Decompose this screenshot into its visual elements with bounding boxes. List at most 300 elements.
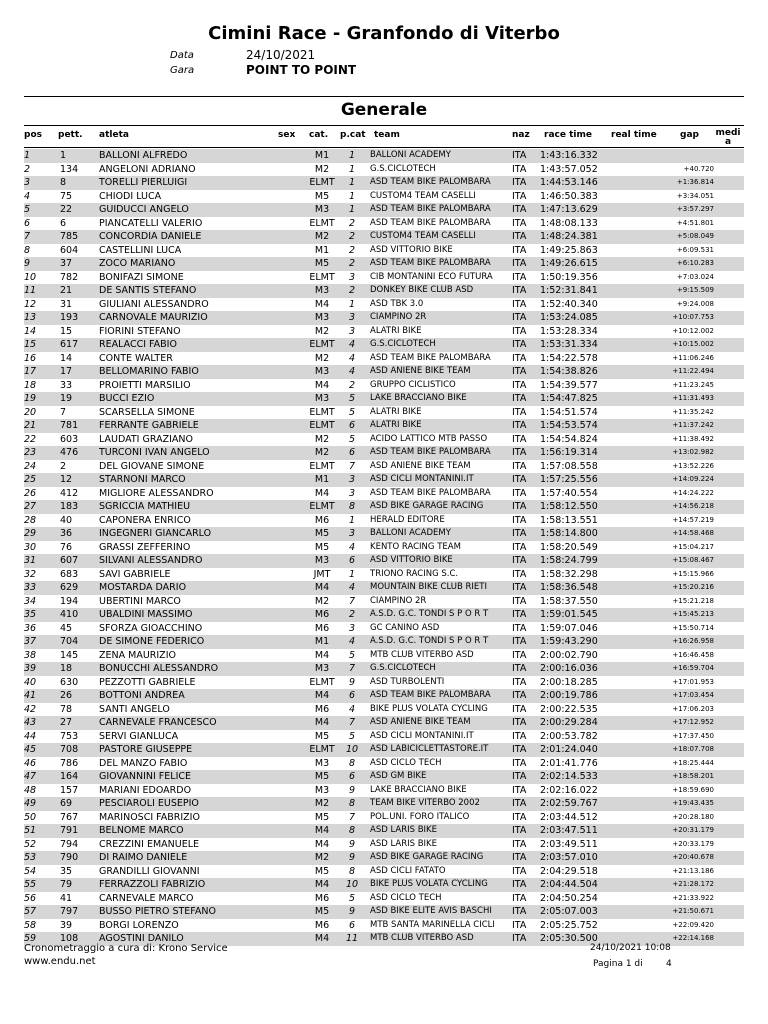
row-nation: ITA <box>512 892 527 904</box>
row-nation: ITA <box>512 366 527 377</box>
row-race-time: 2:01:24.040 <box>540 744 598 755</box>
row-gap: +20:33.179 <box>672 839 714 848</box>
row-nation: ITA <box>512 609 527 620</box>
col-race-time: race time <box>544 130 592 140</box>
table-row <box>24 352 744 366</box>
row-team: DONKEY BIKE CLUB ASD <box>370 285 474 295</box>
table-row <box>24 392 744 406</box>
row-nation: ITA <box>512 271 527 283</box>
row-race-time: 1:58:12.550 <box>540 501 598 512</box>
row-athlete: INGEGNERI GIANCARLO <box>99 528 212 539</box>
row-race-time: 2:05:30.500 <box>540 933 598 944</box>
row-nation: ITA <box>512 636 527 647</box>
row-team: GC CANINO ASD <box>370 622 440 633</box>
row-team: ASD LABICICLETTASTORE.IT <box>370 744 489 754</box>
row-category: M3 <box>314 366 330 377</box>
row-gap: +21:50.671 <box>672 907 714 915</box>
row-gap: +13:52.226 <box>672 461 714 470</box>
row-race-time: 1:58:32.298 <box>540 568 598 580</box>
row-category: JMT <box>313 568 331 580</box>
row-pos: 33 <box>24 582 37 593</box>
row-athlete: SANTI ANGELO <box>99 703 170 715</box>
row-gap: +17:03.454 <box>672 691 714 699</box>
row-athlete: REALACCI FABIO <box>99 339 177 350</box>
row-category-position: 6 <box>348 555 356 566</box>
row-bib: 18 <box>60 663 73 674</box>
row-category-position: 4 <box>348 636 356 647</box>
row-bib: 134 <box>60 163 79 175</box>
row-bib: 78 <box>60 703 73 715</box>
row-gap: +15:20.216 <box>672 583 714 591</box>
row-nation: ITA <box>512 744 527 755</box>
row-race-time: 2:02:16.022 <box>540 784 598 796</box>
table-row <box>24 797 744 811</box>
row-team: ASD TEAM BIKE PALOMBARA <box>370 487 491 498</box>
row-team: G.S.CICLOTECH <box>370 663 436 673</box>
row-race-time: 1:53:24.085 <box>540 312 598 323</box>
row-gap: +9:15.509 <box>676 286 714 294</box>
row-team: ASD ANIENE BIKE TEAM <box>370 366 471 376</box>
divider <box>24 147 744 148</box>
row-bib: 193 <box>60 312 79 323</box>
row-category-position: 3 <box>348 271 356 283</box>
row-pos: 43 <box>24 717 37 728</box>
row-category: M5 <box>314 811 330 823</box>
table-row <box>24 595 744 609</box>
row-athlete: DI RAIMO DANIELE <box>99 852 188 863</box>
row-category: M6 <box>314 622 330 634</box>
table-row <box>24 230 744 244</box>
table-row <box>24 676 744 690</box>
row-category-position: 4 <box>348 582 356 593</box>
row-team: ALATRI BIKE <box>370 325 422 336</box>
row-category-position: 6 <box>348 771 356 782</box>
row-athlete: CREZZINI EMANUELE <box>99 838 200 850</box>
row-team: ASD TEAM BIKE PALOMBARA <box>370 447 491 457</box>
row-category: M2 <box>314 352 330 364</box>
row-pos: 47 <box>24 771 37 782</box>
row-pos: 58 <box>24 919 37 931</box>
row-race-time: 1:57:40.554 <box>540 487 598 499</box>
row-gap: +17:01.953 <box>672 677 714 686</box>
divider <box>24 125 744 126</box>
row-pos: 36 <box>24 622 37 634</box>
row-category-position: 9 <box>348 838 356 850</box>
row-athlete: BOTTONI ANDREA <box>99 690 185 701</box>
row-team: A.S.D. G.C. TONDI S P O R T <box>370 636 489 646</box>
row-category-position: 2 <box>348 379 356 391</box>
row-category: M4 <box>314 825 330 836</box>
row-category: M5 <box>314 190 330 202</box>
row-race-time: 2:00:19.786 <box>540 690 598 701</box>
row-athlete: DEL MANZO FABIO <box>99 757 188 769</box>
table-row <box>24 878 744 892</box>
row-bib: 41 <box>60 892 73 904</box>
row-category: M3 <box>314 555 330 566</box>
row-category: M4 <box>314 582 330 593</box>
row-category: ELMT <box>309 271 335 283</box>
row-category: M3 <box>314 784 330 796</box>
row-gap: +15:50.714 <box>672 623 714 632</box>
row-bib: 2 <box>60 460 67 472</box>
row-pos: 49 <box>24 798 37 809</box>
row-gap: +7:03.024 <box>676 272 714 281</box>
row-pos: 21 <box>24 420 37 431</box>
row-team: BALLONI ACADEMY <box>370 528 451 538</box>
row-bib: 33 <box>60 379 73 391</box>
row-gap: +10:15.002 <box>672 340 714 348</box>
row-pos: 53 <box>24 852 37 863</box>
row-category-position: 2 <box>348 231 356 242</box>
row-pos: 57 <box>24 906 37 917</box>
row-category-position: 8 <box>348 865 356 877</box>
row-nation: ITA <box>512 177 527 188</box>
table-row <box>24 419 744 433</box>
row-pos: 3 <box>24 177 31 188</box>
row-athlete: PEZZOTTI GABRIELE <box>99 676 196 688</box>
row-team: CIAMPINO 2R <box>370 312 427 322</box>
row-category-position: 8 <box>348 798 356 809</box>
row-category-position: 6 <box>348 420 356 431</box>
row-nation: ITA <box>512 933 527 944</box>
row-category: M5 <box>314 771 330 782</box>
row-race-time: 2:02:14.533 <box>540 771 598 782</box>
row-category: M1 <box>314 244 330 256</box>
row-category-position: 3 <box>348 312 356 323</box>
row-athlete: STARNONI MARCO <box>99 474 186 485</box>
row-team: ASD ANIENE BIKE TEAM <box>370 460 471 471</box>
table-row <box>24 527 744 541</box>
row-athlete: BUCCI EZIO <box>99 393 155 404</box>
row-nation: ITA <box>512 676 527 688</box>
row-nation: ITA <box>512 514 527 526</box>
row-bib: 45 <box>60 622 73 634</box>
row-gap: +17:12.952 <box>672 718 714 726</box>
row-category-position: 5 <box>348 892 356 904</box>
row-race-time: 1:59:07.046 <box>540 622 598 634</box>
row-pos: 15 <box>24 339 37 350</box>
row-gap: +16:59.704 <box>672 664 714 672</box>
row-athlete: CAPONERA ENRICO <box>99 514 191 526</box>
table-row <box>24 568 744 582</box>
row-gap: +15:21.218 <box>672 596 714 605</box>
row-bib: 607 <box>60 555 79 566</box>
row-athlete: PASTORE GIUSEPPE <box>99 744 193 755</box>
row-pos: 22 <box>24 433 37 445</box>
row-gap: +1:36.814 <box>676 178 714 186</box>
row-category: ELMT <box>309 339 335 350</box>
row-gap: +14:57.219 <box>672 515 714 524</box>
row-pos: 30 <box>24 541 37 553</box>
col-pett: pett. <box>58 130 83 140</box>
row-athlete: GUIDUCCI ANGELO <box>99 204 189 215</box>
row-gap: +9:24.008 <box>676 299 714 308</box>
table-row <box>24 338 744 352</box>
row-race-time: 1:52:40.340 <box>540 298 598 310</box>
row-category: M3 <box>314 757 330 769</box>
row-bib: 786 <box>60 757 79 769</box>
row-team: ASD TEAM BIKE PALOMBARA <box>370 258 491 268</box>
row-bib: 704 <box>60 636 79 647</box>
row-race-time: 1:53:31.334 <box>540 339 598 350</box>
table-row <box>24 581 744 595</box>
row-pos: 39 <box>24 663 37 674</box>
row-team: ASD VITTORIO BIKE <box>370 244 453 255</box>
row-team: TEAM BIKE VITERBO 2002 <box>370 798 480 808</box>
row-gap: +11:23.245 <box>672 380 714 389</box>
row-category-position: 1 <box>348 298 356 310</box>
row-team: LAKE BRACCIANO BIKE <box>370 393 467 403</box>
row-team: CIB MONTANINI ECO FUTURA <box>370 271 493 282</box>
row-team: TRIONO RACING S.C. <box>370 568 459 579</box>
row-category: M5 <box>314 258 330 269</box>
row-pos: 40 <box>24 676 37 688</box>
row-nation: ITA <box>512 393 527 404</box>
row-pos: 25 <box>24 474 37 485</box>
table-row <box>24 838 744 852</box>
row-bib: 194 <box>60 595 79 607</box>
timing-credit: Cronometraggio a cura di: Krono Service <box>24 943 228 954</box>
row-race-time: 1:59:01.545 <box>540 609 598 620</box>
row-pos: 31 <box>24 555 37 566</box>
row-category: M3 <box>314 393 330 404</box>
row-category: ELMT <box>309 420 335 431</box>
row-nation: ITA <box>512 865 527 877</box>
row-gap: +11:31.493 <box>672 394 714 402</box>
row-race-time: 1:58:36.548 <box>540 582 598 593</box>
row-nation: ITA <box>512 406 527 418</box>
row-nation: ITA <box>512 420 527 431</box>
row-bib: 6 <box>60 217 67 229</box>
row-team: ASD TEAM BIKE PALOMBARA <box>370 352 491 363</box>
row-race-time: 1:54:22.578 <box>540 352 598 364</box>
row-athlete: LAUDATI GRAZIANO <box>99 433 193 445</box>
row-athlete: FIORINI STEFANO <box>99 325 181 337</box>
row-category-position: 2 <box>348 217 356 229</box>
col-media: media <box>715 128 741 147</box>
row-category-position: 5 <box>348 393 356 404</box>
row-category-position: 4 <box>348 352 356 364</box>
row-bib: 708 <box>60 744 79 755</box>
row-pos: 29 <box>24 528 37 539</box>
row-nation: ITA <box>512 555 527 566</box>
row-athlete: UBALDINI MASSIMO <box>99 609 193 620</box>
row-athlete: SAVI GABRIELE <box>99 568 171 580</box>
table-row <box>24 730 744 744</box>
table-row <box>24 487 744 501</box>
row-nation: ITA <box>512 474 527 485</box>
row-nation: ITA <box>512 325 527 337</box>
row-category-position: 1 <box>348 190 356 202</box>
table-row <box>24 446 744 460</box>
row-team: CUSTOM4 TEAM CASELLI <box>370 231 476 241</box>
row-category-position: 2 <box>348 285 356 296</box>
row-athlete: ZENA MAURIZIO <box>99 649 176 661</box>
row-gap: +18:59.690 <box>672 785 714 794</box>
table-row <box>24 149 744 163</box>
row-pos: 42 <box>24 703 37 715</box>
row-athlete: TURCONI IVAN ANGELO <box>99 447 210 458</box>
row-category: M4 <box>314 690 330 701</box>
row-athlete: CHIODI LUCA <box>99 190 162 202</box>
table-row <box>24 284 744 298</box>
row-team: ASD TBK 3.0 <box>370 298 424 309</box>
row-athlete: BONUCCHI ALESSANDRO <box>99 663 219 674</box>
row-category-position: 5 <box>348 433 356 445</box>
row-race-time: 1:54:38.826 <box>540 366 598 377</box>
row-gap: +14:56.218 <box>672 502 714 510</box>
table-row <box>24 554 744 568</box>
row-race-time: 1:54:51.574 <box>540 406 598 418</box>
row-bib: 35 <box>60 865 73 877</box>
row-race-time: 1:53:28.334 <box>540 325 598 337</box>
row-race-time: 1:44:53.146 <box>540 177 598 188</box>
page-label: Pagina 1 di <box>593 959 643 969</box>
row-nation: ITA <box>512 717 527 728</box>
row-category: M4 <box>314 838 330 850</box>
row-athlete: CARNEVALE MARCO <box>99 892 194 904</box>
row-category: M6 <box>314 514 330 526</box>
row-team: ASD TURBOLENTI <box>370 676 445 687</box>
row-gap: +22:09.420 <box>672 920 714 929</box>
row-nation: ITA <box>512 906 527 917</box>
row-category: M2 <box>314 852 330 863</box>
gara-value: POINT TO POINT <box>246 63 357 77</box>
row-category-position: 5 <box>348 730 356 742</box>
row-category: M6 <box>314 609 330 620</box>
row-bib: 782 <box>60 271 79 283</box>
row-bib: 785 <box>60 231 79 242</box>
row-race-time: 1:52:31.841 <box>540 285 598 296</box>
table-row <box>24 325 744 339</box>
table-row <box>24 905 744 919</box>
row-gap: +40.720 <box>683 164 714 173</box>
row-athlete: SFORZA GIOACCHINO <box>99 622 203 634</box>
table-row <box>24 176 744 190</box>
row-gap: +14:58.468 <box>672 529 714 537</box>
row-gap: +11:37.242 <box>672 421 714 429</box>
row-gap: +16:26.958 <box>672 637 714 645</box>
table-row <box>24 433 744 447</box>
table-row <box>24 851 744 865</box>
row-bib: 108 <box>60 933 79 944</box>
table-row <box>24 460 744 474</box>
row-race-time: 1:58:24.799 <box>540 555 598 566</box>
row-category-position: 3 <box>348 325 356 337</box>
table-row <box>24 622 744 636</box>
table-row <box>24 379 744 393</box>
row-bib: 1 <box>60 150 67 161</box>
row-team: ASD BIKE GARAGE RACING <box>370 501 484 511</box>
row-gap: +20:28.180 <box>672 812 714 821</box>
row-category: M6 <box>314 919 330 931</box>
row-pos: 1 <box>24 150 31 161</box>
row-bib: 183 <box>60 501 79 512</box>
row-category-position: 1 <box>348 177 356 188</box>
row-nation: ITA <box>512 784 527 796</box>
row-nation: ITA <box>512 811 527 823</box>
table-row <box>24 244 744 258</box>
table-row <box>24 689 744 703</box>
row-race-time: 2:03:47.511 <box>540 825 598 836</box>
table-row <box>24 163 744 177</box>
col-atleta: atleta <box>99 130 129 140</box>
table-row <box>24 311 744 325</box>
row-pos: 8 <box>24 244 31 256</box>
row-category: M5 <box>314 730 330 742</box>
row-gap: +14:09.224 <box>672 475 714 483</box>
row-category: ELMT <box>309 460 335 472</box>
row-gap: +21:13.186 <box>672 866 714 875</box>
row-race-time: 1:57:08.558 <box>540 460 598 472</box>
row-pos: 59 <box>24 933 37 944</box>
row-category: M3 <box>314 663 330 674</box>
row-team: ASD TEAM BIKE PALOMBARA <box>370 217 491 228</box>
row-nation: ITA <box>512 258 527 269</box>
row-category: M5 <box>314 906 330 917</box>
row-team: G.S.CICLOTECH <box>370 163 436 174</box>
row-category-position: 6 <box>348 919 356 931</box>
row-race-time: 1:54:39.577 <box>540 379 598 391</box>
row-pos: 28 <box>24 514 37 526</box>
table-row <box>24 784 744 798</box>
table-row <box>24 406 744 420</box>
row-category-position: 3 <box>348 528 356 539</box>
row-athlete: BELNOME MARCO <box>99 825 184 836</box>
row-nation: ITA <box>512 528 527 539</box>
row-category: M2 <box>314 325 330 337</box>
row-team: MTB SANTA MARINELLA CICLI <box>370 919 495 930</box>
col-sex: sex <box>278 130 296 140</box>
results-table <box>24 149 744 946</box>
table-row <box>24 743 744 757</box>
row-team: ASD BIKE GARAGE RACING <box>370 852 484 862</box>
row-nation: ITA <box>512 217 527 229</box>
row-team: CIAMPINO 2R <box>370 595 427 606</box>
row-gap: +21:28.172 <box>672 880 714 888</box>
row-team: BIKE PLUS VOLATA CYCLING <box>370 703 488 714</box>
row-pos: 14 <box>24 325 37 337</box>
row-athlete: GRANDILLI GIOVANNI <box>99 865 200 877</box>
row-athlete: TORELLI PIERLUIGI <box>99 177 188 188</box>
row-race-time: 1:54:47.825 <box>540 393 598 404</box>
row-category: M2 <box>314 798 330 809</box>
row-race-time: 2:00:02.790 <box>540 649 598 661</box>
row-athlete: SCARSELLA SIMONE <box>99 406 195 418</box>
row-pos: 5 <box>24 204 31 215</box>
row-athlete: SGRICCIA MATHIEU <box>99 501 191 512</box>
row-category: M4 <box>314 379 330 391</box>
row-team: ASD CICLO TECH <box>370 757 442 768</box>
row-team: HERALD EDITORE <box>370 514 445 525</box>
row-race-time: 2:04:44.504 <box>540 879 598 890</box>
row-category-position: 11 <box>346 933 359 944</box>
row-team: CUSTOM4 TEAM CASELLI <box>370 190 476 201</box>
row-nation: ITA <box>512 231 527 242</box>
row-bib: 12 <box>60 474 73 485</box>
table-row <box>24 919 744 933</box>
row-nation: ITA <box>512 663 527 674</box>
row-pos: 45 <box>24 744 37 755</box>
row-athlete: CONTE WALTER <box>99 352 173 364</box>
row-category: M1 <box>314 150 330 161</box>
row-athlete: DE SANTIS STEFANO <box>99 285 197 296</box>
row-bib: 15 <box>60 325 73 337</box>
row-category-position: 6 <box>348 690 356 701</box>
row-team: ALATRI BIKE <box>370 420 422 430</box>
row-category-position: 1 <box>348 514 356 526</box>
row-pos: 35 <box>24 609 37 620</box>
